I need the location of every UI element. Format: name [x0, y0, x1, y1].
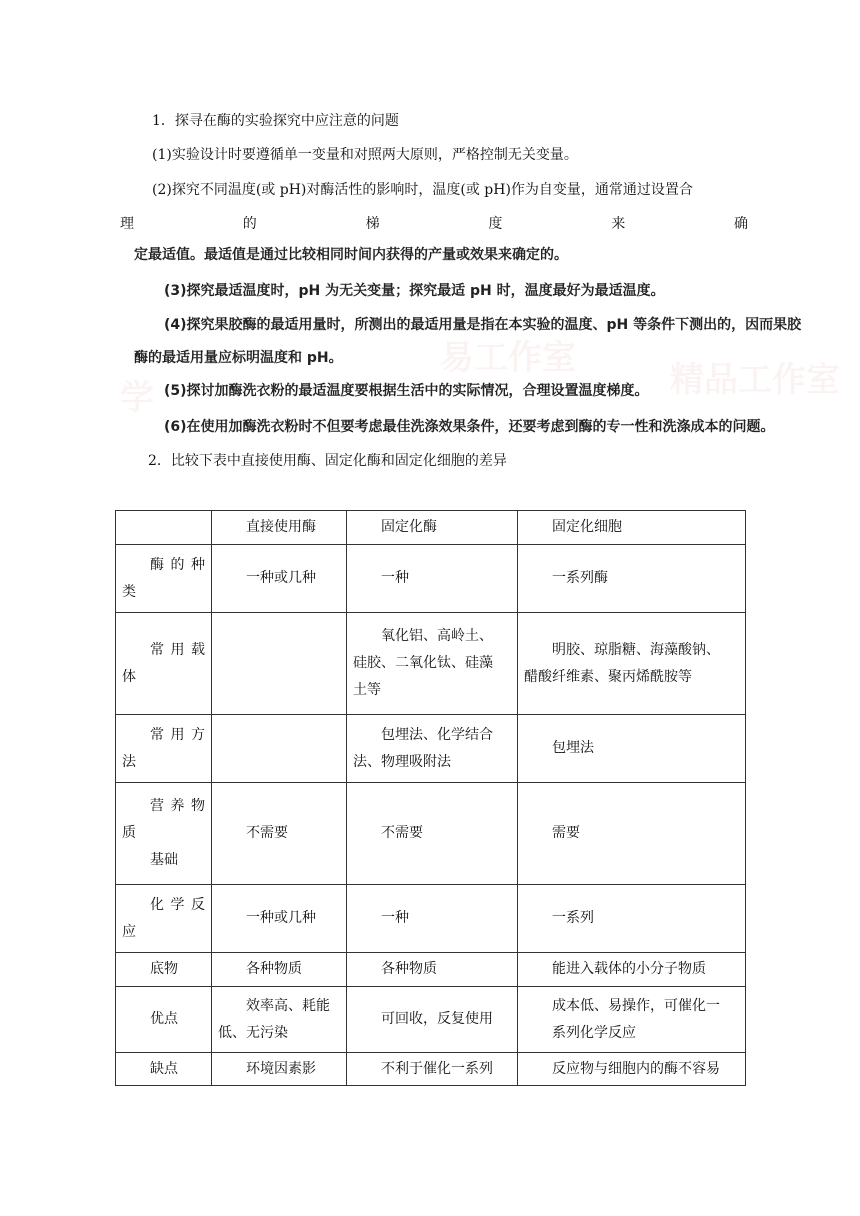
- table-cell: 不需要: [347, 783, 518, 885]
- table-cell: 一种: [347, 885, 518, 953]
- table-cell: 需要: [518, 783, 746, 885]
- table-cell: 包埋法: [518, 715, 746, 783]
- row-label-text: 常用载: [150, 641, 205, 658]
- row-label-text: 体: [122, 668, 136, 685]
- paragraph-4-line-1: (4)探究果胶酶的最适用量时，所测出的最适用量是指在本实验的温度、pH 等条件下测出的，因而果胶: [164, 317, 802, 333]
- table-cell: 一种或几种: [212, 545, 347, 613]
- spread-char: 度: [488, 216, 503, 232]
- cell-line: 成本低、易操作，可催化一: [552, 997, 720, 1014]
- table-cell: [212, 715, 347, 783]
- row-label: [116, 783, 212, 885]
- row-label: 缺点: [116, 1053, 212, 1086]
- row-label: [116, 715, 212, 783]
- table-cell: [347, 613, 518, 715]
- paragraph-1: (1)实验设计时要遵循单一变量和对照两大原则，严格控制无关变量。: [152, 147, 578, 163]
- table-row: [116, 783, 746, 885]
- table-cell: 可回收，反复使用: [347, 987, 518, 1053]
- table-header-row: [116, 511, 746, 545]
- table-row: [116, 953, 746, 987]
- table-cell: 反应物与细胞内的酶不容易: [518, 1053, 746, 1086]
- table-row: [116, 987, 746, 1053]
- table-cell: 不需要: [212, 783, 347, 885]
- cell-line: 醋酸纤维素、聚丙烯酰胺等: [524, 668, 692, 685]
- paragraph-4-line-2: 酶的最适用量应标明温度和 pH。: [134, 350, 343, 366]
- table-header-cell: 直接使用酶: [212, 511, 347, 545]
- spread-char: 来: [611, 216, 626, 232]
- table-cell: 环境因素影: [212, 1053, 347, 1086]
- table-row: [116, 613, 746, 715]
- spread-char: 梯: [365, 216, 380, 232]
- table-cell: 各种物质: [212, 953, 347, 987]
- table-cell: [212, 613, 347, 715]
- table-row: [116, 885, 746, 953]
- table-row: [116, 1053, 746, 1086]
- table-cell: [212, 987, 347, 1053]
- row-label-text: 常用方: [150, 726, 205, 743]
- row-label-text: 酶的种: [150, 556, 205, 573]
- row-label-text: 营养物: [150, 798, 205, 814]
- paragraph-5: (5)探讨加酶洗衣粉的最适温度要根据生活中的实际情况，合理设置温度梯度。: [164, 383, 649, 399]
- cell-line: 效率高、耗能: [246, 997, 330, 1014]
- row-label-text: 法: [122, 753, 136, 770]
- table-cell: 不利于催化一系列: [347, 1053, 518, 1086]
- row-label-text: 质: [122, 825, 136, 841]
- table-cell: [518, 987, 746, 1053]
- spread-char: 的: [242, 216, 257, 232]
- comparison-table: [115, 510, 746, 1086]
- paragraph-6: (6)在使用加酶洗衣粉时不但要考虑最佳洗涤效果条件，还要考虑到酶的专一性和洗涤成本的问题。: [164, 419, 775, 435]
- cell-line: 低、无污染: [218, 1024, 288, 1041]
- cell-line: 包埋法、化学结合: [381, 726, 493, 743]
- paragraph-2-spread-line: [120, 214, 748, 234]
- table-cell: [347, 715, 518, 783]
- table-header-cell: 固定化细胞: [518, 511, 746, 545]
- table-cell: 一系列: [518, 885, 746, 953]
- table-cell: 各种物质: [347, 953, 518, 987]
- paragraph-2-line-3: 定最适值。最适值是通过比较相同时间内获得的产量或效果来确定的。: [134, 247, 568, 263]
- row-label-text: 基础: [150, 852, 178, 868]
- table-cell: 一种: [347, 545, 518, 613]
- row-label-text: 应: [122, 923, 136, 940]
- watermark: 学 易工作室 精品工作室: [120, 338, 840, 418]
- row-label: 底物: [116, 953, 212, 987]
- spread-char: 确: [733, 216, 748, 232]
- cell-line: 土等: [353, 682, 381, 698]
- table-cell: 能进入载体的小分子物质: [518, 953, 746, 987]
- table-cell: 一种或几种: [212, 885, 347, 953]
- row-label-text: 类: [122, 583, 136, 600]
- paragraph-3: (3)探究最适温度时，pH 为无关变量；探究最适 pH 时，温度最好为最适温度。: [164, 283, 665, 299]
- table-cell: [518, 613, 746, 715]
- row-label: [116, 885, 212, 953]
- cell-line: 硅胶、二氧化钛、硅藻: [353, 655, 493, 671]
- paragraph-2-line-1: (2)探究不同温度(或 pH)对酶活性的影响时，温度(或 pH)作为自变量，通常通过设置合: [152, 182, 693, 198]
- spread-char: 理: [120, 216, 134, 232]
- row-label: [116, 545, 212, 613]
- table-cell: 一系列酶: [518, 545, 746, 613]
- section2-heading: 2．比较下表中直接使用酶、固定化酶和固定化细胞的差异: [148, 453, 507, 469]
- cell-line: 法、物理吸附法: [353, 753, 451, 770]
- cell-line: 明胶、琼脂糖、海藻酸钠、: [552, 641, 720, 658]
- row-label: [116, 613, 212, 715]
- cell-line: 系列化学反应: [552, 1024, 636, 1041]
- row-label: 优点: [116, 987, 212, 1053]
- cell-line: 氧化铝、高岭土、: [381, 628, 493, 644]
- section1-heading: 1．探寻在酶的实验探究中应注意的问题: [152, 113, 399, 129]
- row-label-text: 化学反: [150, 896, 205, 913]
- table-row: [116, 715, 746, 783]
- table-header-cell: 固定化酶: [347, 511, 518, 545]
- table-row: [116, 545, 746, 613]
- table-header-cell: [116, 511, 212, 545]
